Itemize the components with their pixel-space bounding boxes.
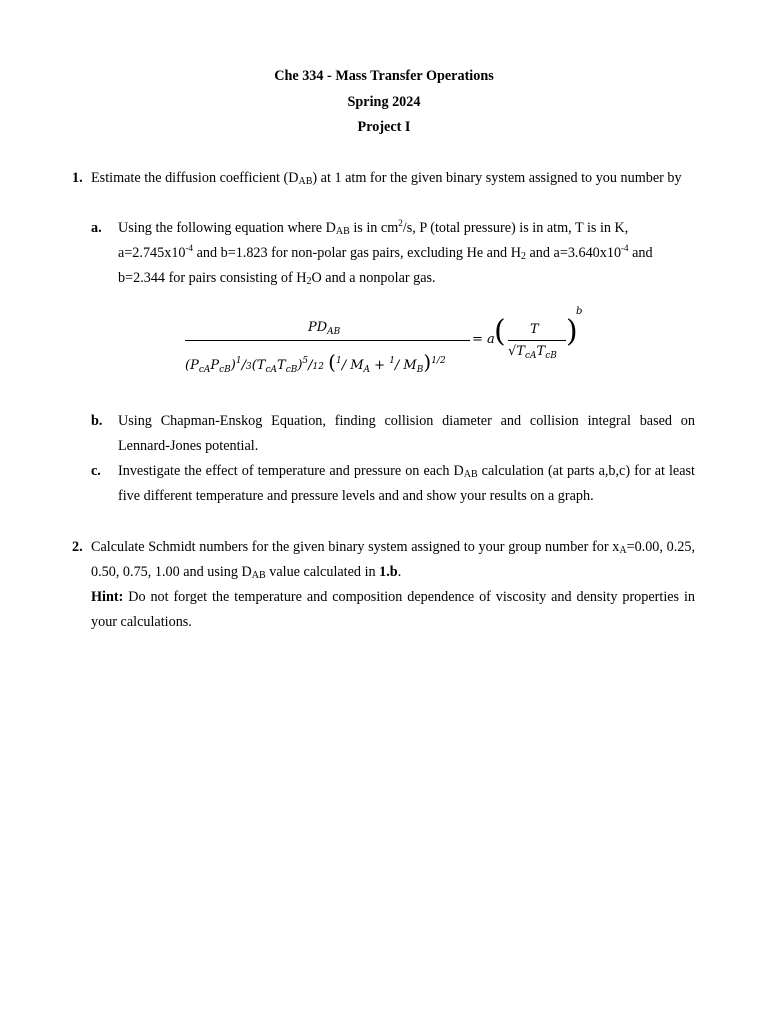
project-title: Project I: [357, 119, 411, 135]
question-2-text: Calculate Schmidt numbers for the given binary system assigned to your group number for $x_A=0.00$, 0.25, 0.50, 0.75, 1.00 and using $D_{AB}$ value calculated in 1.b. Hint: Do not forget the temperature and composition dependence of viscosity and density properties in your calculations.: [91, 539, 695, 630]
hint-text: Do not forget the temperature and composition dependence of viscosity and density properties in your calculations.: [91, 589, 695, 630]
part-b-label: b.: [91, 413, 103, 429]
part-b-text: Using Chapman-Enskog Equation, finding collision diameter and collision integral based on Lennard-Jones potential.: [118, 413, 695, 454]
part-c-label: c.: [91, 463, 101, 479]
question-1-text: Estimate the diffusion coefficient $(D_{AB})$ at 1 atm for the given binary system assigned to you number by: [91, 170, 682, 187]
hint-label: Hint:: [91, 589, 124, 605]
course-title: Che 334 - Mass Transfer Operations: [274, 68, 494, 84]
diffusion-equation: $PD_{AB}$ $(P_{cA}P_{cB})^1/3(T_{cA}T_{cB})^5/12$ ($^1$/ $M_A + ^1/$ $M_B)^{1/2}$ = a ( T $√T_{cA}T_{cB}$ ) b: [185, 306, 583, 375]
part-c-text: Investigate the effect of temperature and pressure on each $D_{AB}$ calculation (at parts a,b,c) for at least five different temperature and pressure levels and and show your results on a graph.: [118, 463, 695, 504]
part-a-label: a.: [91, 220, 102, 236]
term-title: Spring 2024: [347, 94, 421, 110]
question-1-number: 1.: [72, 170, 83, 186]
question-2-number: 2.: [72, 539, 83, 555]
part-a-text: Using the following equation where $D_{AB}$ is in $cm^2/s$, P (total pressure) is in atm, T is in K, $a=2.745x10^{-4}$ and b=1.823 for non-polar gas pairs, excluding He and $H_2$ and $a=3.640x10^{-4}$ and b=2.344 for pairs consisting of $H_2O$ and a nonpolar gas.: [118, 218, 653, 287]
